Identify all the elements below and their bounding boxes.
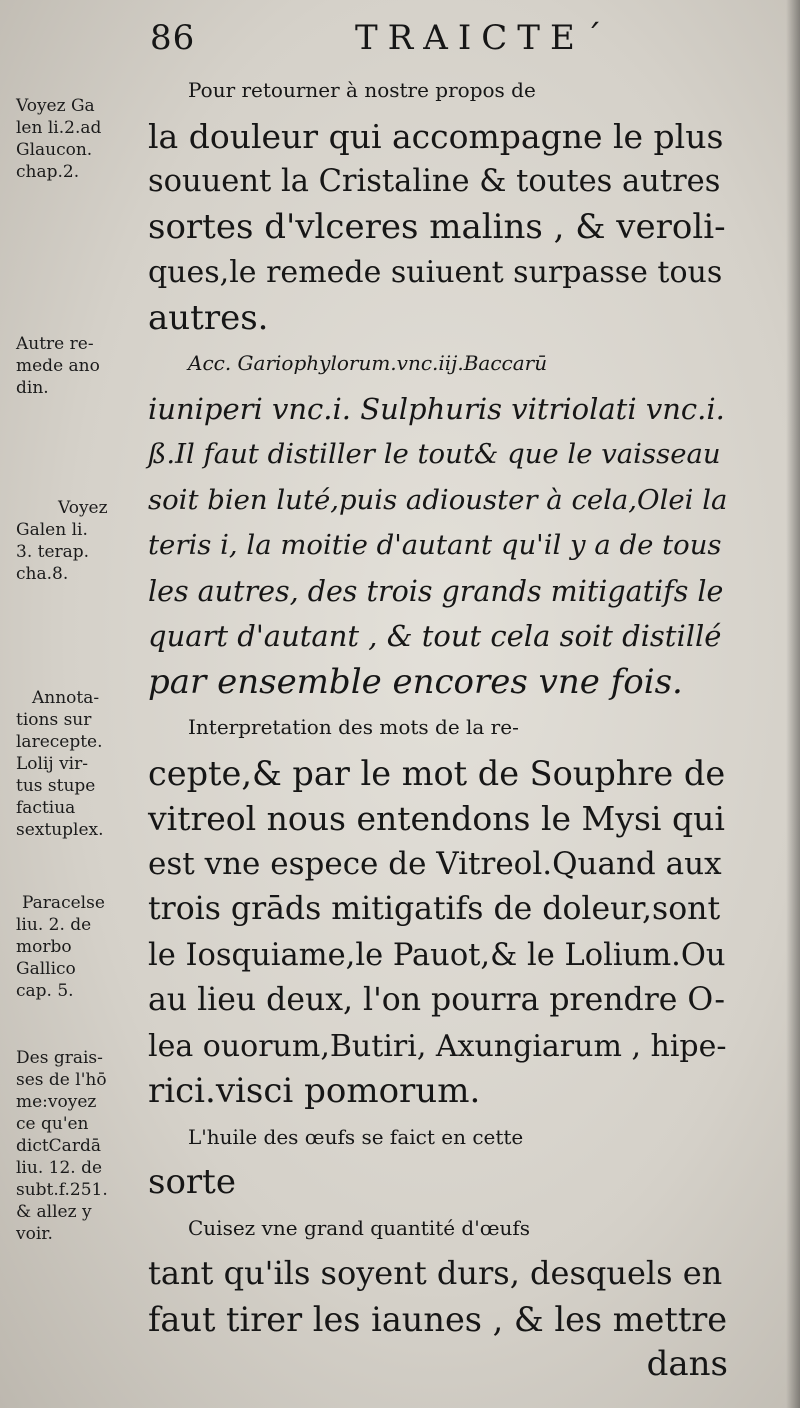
text-line: par ensemble encores vne fois. xyxy=(148,661,683,702)
margin-line: cap. 5. xyxy=(16,981,74,1001)
margin-line: len li.2.ad xyxy=(16,118,102,138)
text-line: iuniperi vnc.i. Sulphuris vitriolati vnc.i. xyxy=(148,391,725,426)
text-line: au lieu deux, l'on pourra prendre O- xyxy=(148,982,726,1018)
margin-line: mede ano xyxy=(16,356,100,376)
margin-line: ses de l'hō xyxy=(16,1070,107,1090)
margin-note xyxy=(16,1047,138,1245)
margin-line: Lolij vir- xyxy=(16,754,88,774)
margin-line: 3. terap. xyxy=(16,542,90,562)
margin-line: dictCardā xyxy=(16,1136,101,1156)
text-line: faut tirer les iaunes , & les mettre xyxy=(148,1299,728,1339)
margin-line: chap.2. xyxy=(16,162,80,182)
margin-line: morbo xyxy=(16,937,72,957)
text-line: Cuisez vne grand quantité d'œufs xyxy=(188,1215,531,1240)
text-line: L'huile des œufs se faict en cette xyxy=(188,1124,524,1149)
margin-line: din. xyxy=(16,378,49,398)
text-line: Pour retourner à nostre propos de xyxy=(188,78,536,102)
text-line: sortes d'vlceres malins , & veroli- xyxy=(148,206,726,247)
margin-line: Voyez xyxy=(58,498,108,518)
text-line: Acc. Gariophylorum.vnc.iij.Baccarū xyxy=(188,351,548,375)
margin-note xyxy=(16,687,138,841)
paragraph xyxy=(148,1206,728,1343)
text-line: trois grāds mitigatifs de doleur,sont xyxy=(148,891,721,927)
text-line: est vne espece de Vitreol.Quand aux xyxy=(148,845,722,882)
paragraph xyxy=(148,705,728,1115)
text-line: souuent la Cristaline & toutes autres xyxy=(148,164,721,199)
margin-note xyxy=(16,95,138,183)
text-line: les autres, des trois grands mitigatifs le xyxy=(148,574,724,608)
margin-line: sextuplex. xyxy=(16,820,104,840)
main-text xyxy=(148,68,728,1388)
text-line: la douleur qui accompagne le plus xyxy=(148,116,724,156)
margin-line: tions sur xyxy=(16,710,92,730)
paragraph xyxy=(148,68,728,341)
page-number: 86 xyxy=(150,18,196,58)
catchword: dans xyxy=(646,1344,728,1384)
text-line: sorte xyxy=(148,1162,236,1202)
page-edge-shadow xyxy=(786,0,800,1408)
margin-line: Des grais- xyxy=(16,1048,103,1068)
running-title: TRAICTE´ xyxy=(355,18,612,58)
text-line: vitreol nous entendons le Mysi qui xyxy=(148,799,725,838)
text-line: teris i, la moitie d'autant qu'il y a de tous xyxy=(148,529,722,561)
text-line: Interpretation des mots de la re- xyxy=(188,715,519,739)
margin-line: Autre re- xyxy=(16,334,94,354)
margin-line: tus stupe xyxy=(16,776,96,796)
text-line: le Iosquiame,le Pauot,& le Lolium.Ou xyxy=(148,937,726,973)
margin-note xyxy=(16,497,138,585)
margin-line: factiua xyxy=(16,798,76,818)
margin-line: Glaucon. xyxy=(16,140,93,160)
recipe-paragraph xyxy=(148,341,728,705)
text-line: lea ouorum,Butiri, Axungiarum , hipe- xyxy=(148,1028,727,1064)
margin-line: me:voyez xyxy=(16,1092,97,1112)
text-line: rici.visci pomorum. xyxy=(148,1071,481,1111)
margin-line: Voyez Ga xyxy=(16,96,95,116)
text-line: quart d'autant , & tout cela soit distillé xyxy=(148,619,722,653)
margin-line: ce qu'en xyxy=(16,1114,89,1134)
margin-line: liu. 2. de xyxy=(16,915,92,935)
text-line: ß.Il faut distiller le tout& que le vaisseau xyxy=(148,438,721,470)
margin-line: & allez y xyxy=(16,1202,92,1222)
paragraph xyxy=(148,1115,728,1206)
text-line: cepte,& par le mot de Souphre de xyxy=(148,753,726,793)
margin-line: Galen li. xyxy=(16,520,88,540)
margin-line: Paracelse xyxy=(22,893,105,913)
margin-line: subt.f.251. xyxy=(16,1180,108,1200)
margin-line: Gallico xyxy=(16,959,76,979)
margin-line: voir. xyxy=(16,1224,53,1244)
margin-line: Annota- xyxy=(32,688,100,708)
margin-note xyxy=(16,892,138,1002)
text-line: tant qu'ils soyent durs, desquels en xyxy=(148,1254,723,1292)
text-line: ques,le remede suiuent surpasse tous xyxy=(148,255,723,290)
margin-line: cha.8. xyxy=(16,564,69,584)
margin-line: liu. 12. de xyxy=(16,1158,103,1178)
margin-note xyxy=(16,333,138,399)
text-line: soit bien luté,puis adiouster à cela,Olei la xyxy=(148,483,728,516)
text-line: autres. xyxy=(148,297,269,338)
margin-line: larecepte. xyxy=(16,732,103,752)
